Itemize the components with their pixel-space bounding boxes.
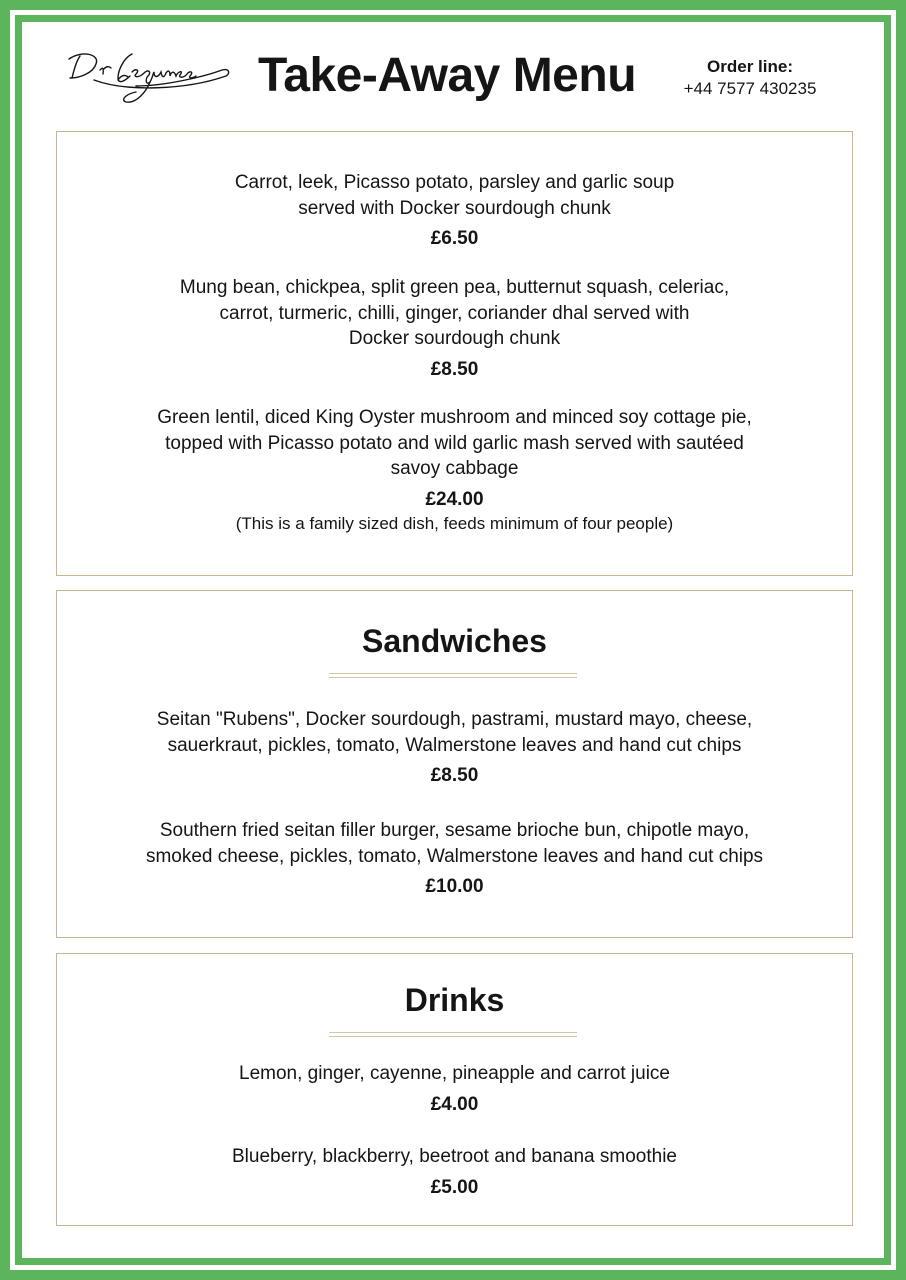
item-price: £10.00 [425, 876, 484, 897]
item-description-line: Mung bean, chickpea, split green pea, butternut squash, celeriac, [179, 277, 730, 298]
item-description-line: served with Docker sourdough chunk [298, 197, 611, 219]
item-price: £24.00 [425, 488, 484, 510]
drinks-section [56, 953, 853, 1226]
item-description-line: Docker sourdough chunk [348, 328, 561, 349]
dr-legumes-logo [66, 46, 232, 112]
menu-item [57, 707, 852, 788]
item-description-line: Carrot, leek, Picasso potato, parsley and garlic soup [234, 172, 675, 193]
item-description-line: Blueberry, blackberry, beetroot and banana smoothie [231, 1146, 677, 1167]
item-description-line: savoy cabbage [390, 458, 519, 479]
item-note: (This is a family sized dish, feeds minimum of four people) [235, 513, 674, 533]
menu-item [57, 818, 852, 899]
section-divider [329, 673, 577, 678]
menu-item [57, 1061, 852, 1117]
item-description-line: sauerkraut, pickles, tomato, Walmerstone leaves and hand cut chips [167, 734, 742, 756]
item-description [57, 1061, 852, 1087]
item-price: £8.50 [430, 765, 479, 786]
item-description [57, 818, 852, 869]
sandwiches-section [56, 590, 853, 938]
item-description-line: Green lentil, diced King Oyster mushroom and minced soy cottage pie, [157, 407, 752, 428]
order-phone-number[interactable]: +44 7577 430235 [683, 79, 817, 98]
mains-section [56, 131, 853, 576]
menu-item [57, 170, 852, 251]
item-description-line: Southern fried seitan filler burger, sesame brioche bun, chipotle mayo, [159, 820, 750, 841]
item-description-line: Seitan "Rubens", Docker sourdough, pastrami, mustard mayo, cheese, [156, 709, 753, 730]
item-price: £8.50 [430, 358, 479, 380]
item-description [57, 170, 852, 221]
item-description [57, 275, 852, 352]
item-price: £4.00 [430, 1093, 479, 1115]
item-description-line: topped with Picasso potato and wild garlic mash served with sautéed [165, 432, 744, 454]
menu-item [57, 405, 852, 535]
item-description [57, 1144, 852, 1170]
section-divider [329, 1032, 577, 1037]
menu-item [57, 1144, 852, 1200]
section-title: Drinks [404, 982, 505, 1018]
section-title: Sandwiches [362, 623, 547, 659]
order-line [666, 56, 834, 100]
item-description-line: smoked cheese, pickles, tomato, Walmerstone leaves and hand cut chips [145, 845, 764, 867]
item-price: £5.00 [430, 1176, 479, 1198]
item-description [57, 707, 852, 758]
item-price: £6.50 [430, 228, 479, 249]
item-description-line: Lemon, ginger, cayenne, pineapple and carrot juice [239, 1063, 670, 1084]
page-title: Take-Away Menu [258, 49, 637, 102]
item-description [57, 405, 852, 482]
order-line-label: Order line: [707, 57, 793, 76]
menu-item [57, 275, 852, 382]
item-description-line: carrot, turmeric, chilli, ginger, coriander dhal served with [219, 302, 690, 324]
